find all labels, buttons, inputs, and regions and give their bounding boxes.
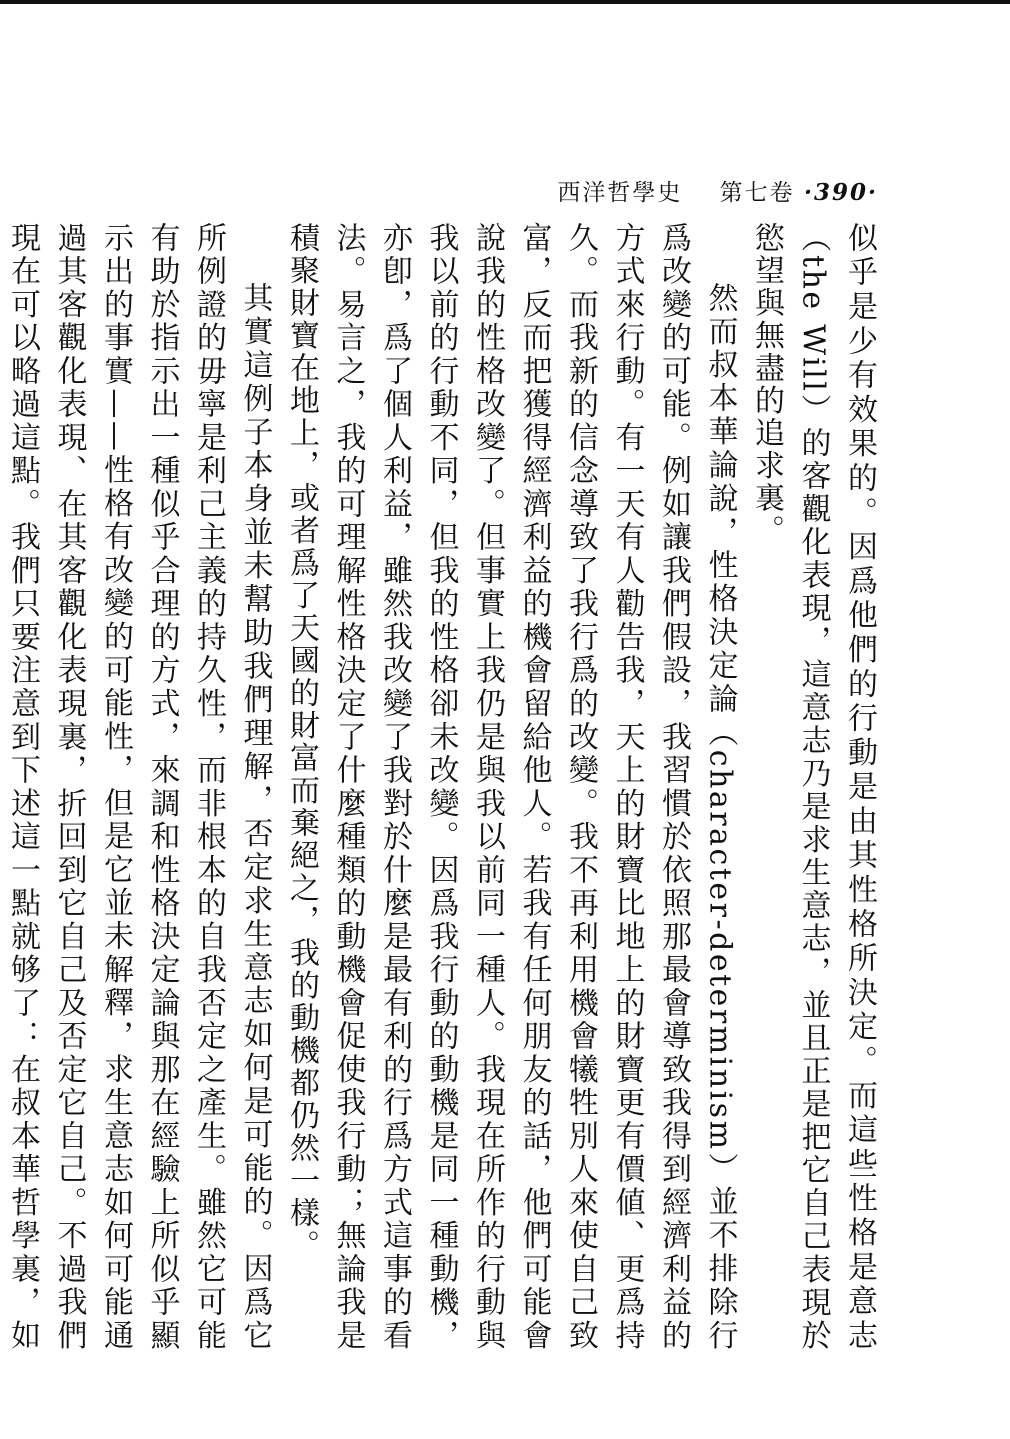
- paragraph-3: 其實這例子本身並未幫助我們理解，否定求生意志如何是可能的。因爲它所例證的毋寧是利己主義的持久性，而非根本的自我否定之產生。雖然它可能有助於指示出一種似乎合理的方式，來調和性格決定論與那在經驗上所似乎顯示出的事實——性格有改變的可能性，但是它並未解釋，求生意志如何可能通過其客觀化表現、在其客觀化表現裏，折回到它自己及否定它自己。不過我們現在可以略過這點。我們只要注意到下述這一點就够了：在叔本華哲學裏，如: [5, 222, 273, 1352]
- paragraph-2: 然而叔本華論說，性格決定論（character-determinism）並不排除行爲改變的可能。例如讓我們假設，我習慣於依照那最會導致我得到經濟利益的方式來行動。有一天有人勸告我，天上的財寶比地上的財寶更有價値、更爲持久。而我新的信念導致了我行爲的改變。我不再利用機會犧牲別人來使自己致富，反而把獲得經濟利益的機會留給他人。若我有任何朋友的話，他們可能會說我的性格改變了。但事實上我仍是與我以前同一種人。我現在所作的行動與我以前的行動不同，但我的性格卻未改變。因爲我行動的動機是同一種動機，亦卽，爲了個人利益，雖然我改變了我對於什麼是最有利的行爲方式這事的看法。易言之，我的可理解性格決定了什麼種類的動機會促使我行動；無論我是積聚財寶在地上，或者爲了天國的財富而棄絕之，我的動機都仍然一樣。: [284, 222, 738, 1352]
- top-rule: [0, 0, 1010, 4]
- body-text: [5, 222, 882, 1352]
- paragraph-1: 似乎是少有效果的。因爲他們的行動是由其性格所決定。而這些性格是意志（the Will）的客觀化表現，這意志乃是求生意志，並且正是把它自己表現於慾望與無盡的追求裏。: [749, 222, 877, 1352]
- running-head: [557, 174, 878, 207]
- book-title: 西洋哲學史: [557, 180, 683, 206]
- volume-label: 第七卷: [719, 180, 795, 206]
- page-number: ·390·: [803, 179, 878, 206]
